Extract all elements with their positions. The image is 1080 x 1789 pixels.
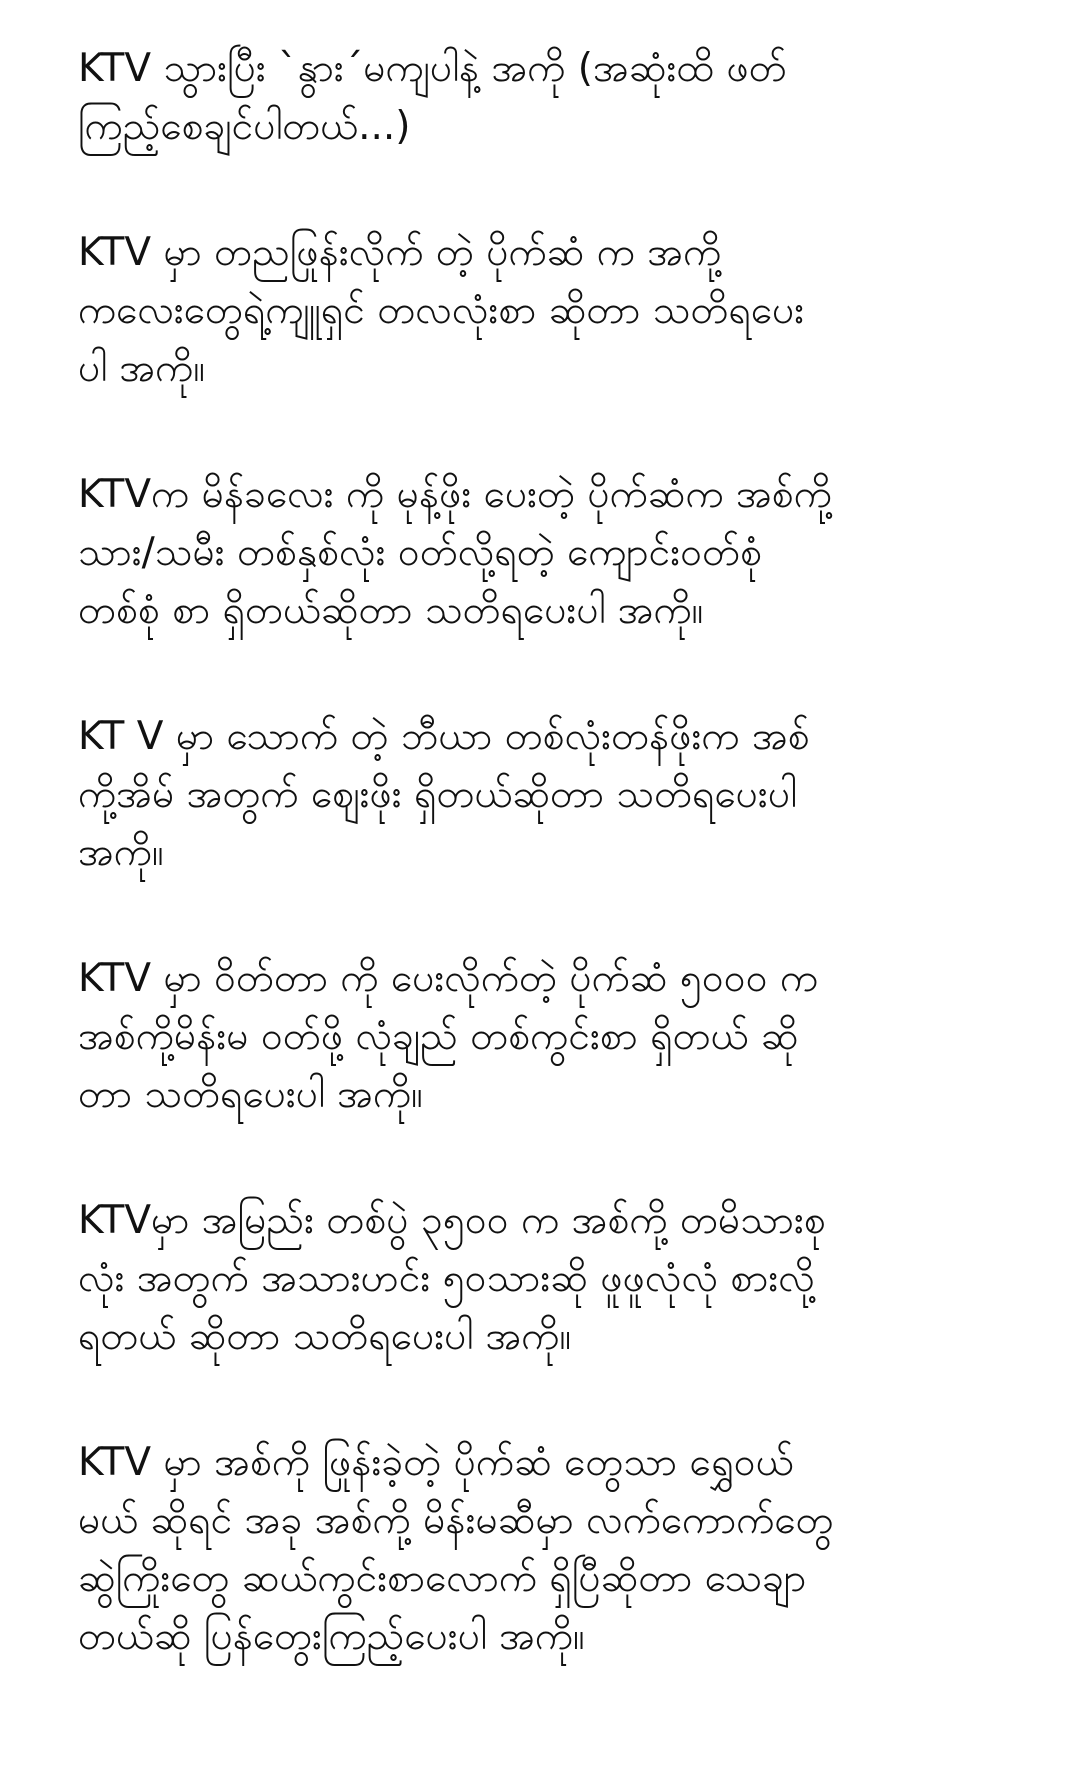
text-line: KTV မှာ တညဖြုန်းလိုက် တဲ့ ပိုက်ဆံ က အကို့	[78, 230, 722, 275]
paragraph-gold	[78, 1434, 1028, 1666]
post-body	[78, 40, 1028, 1734]
text-line: တာ သတိရပေးပါ အကို။	[78, 1072, 423, 1117]
text-line: KTVမှာ အမြည်း တစ်ပွဲ ၃၅၀၀ က အစ်ကို့ တမိသားစု	[78, 1198, 826, 1243]
text-line: KT V မှာ သောက် တဲ့ ဘီယာ တစ်လုံးတန်ဖိုးက အစ်	[78, 714, 810, 759]
paragraph-tuition	[78, 224, 1028, 398]
text-line: ကလေးတွေရဲ့ကျူရှင် တလလုံးစာ ဆိုတာ သတိရပေး	[78, 288, 805, 333]
text-line: KTVက မိန်ခလေး ကို မုန့်ဖိုး ပေးတဲ့ ပိုက်ဆံက အစ်ကို့	[78, 472, 832, 517]
text-line: လုံး အတွက် အသားဟင်း ၅၀သားဆို ဖူဖူလုံလုံ စားလို့	[78, 1256, 815, 1301]
text-line: သား/သမီး တစ်နှစ်လုံး ဝတ်လို့ရတဲ့ ကျောင်းဝတ်စုံ	[78, 530, 763, 575]
text-line: ဆွဲကြိုးတွေ ဆယ်ကွင်းစာလောက် ရှိပြီဆိုတာ သေချာ	[78, 1556, 807, 1601]
paragraph-uniform	[78, 466, 1028, 640]
paragraph-waiter-tip	[78, 950, 1028, 1124]
text-line: KTV မှာ အစ်ကို ဖြုန်းခဲ့တဲ့ ပိုက်ဆံ တွေသာ ရွှေဝယ်	[78, 1440, 794, 1485]
text-line: မယ် ဆိုရင် အခု အစ်ကို့ မိန်းမဆီမှာ လက်ကောက်တွေ	[78, 1498, 834, 1543]
text-line: KTV သွားပြီး `နွား´မကျပါနဲ့ အကို (အဆုံးထိ ဖတ်	[78, 46, 787, 91]
text-line: ရတယ် ဆိုတာ သတိရပေးပါ အကို။	[78, 1314, 572, 1359]
text-line: ကို့အိမ် အတွက် ဈေးဖိုး ရှိတယ်ဆိုတာ သတိရပေးပါ	[78, 772, 797, 817]
text-line: တယ်ဆို ပြန်တွေးကြည့်ပေးပါ အကို။	[78, 1614, 585, 1659]
text-line: ကြည့်စေချင်ပါတယ်...)	[78, 104, 411, 149]
text-line: တစ်စုံ စာ ရှိတယ်ဆိုတာ သတိရပေးပါ အကို။	[78, 588, 704, 633]
text-line: KTV မှာ ဝိတ်တာ ကို ပေးလိုက်တဲ့ ပိုက်ဆံ ၅၀၀၀ က	[78, 956, 819, 1001]
paragraph-beer	[78, 708, 1028, 882]
paragraph-intro	[78, 40, 1028, 156]
text-line: အစ်ကို့မိန်းမ ဝတ်ဖို့ လုံချည် တစ်ကွင်းစာ ရှိတယ် ဆို	[78, 1014, 799, 1059]
paragraph-snack	[78, 1192, 1028, 1366]
text-line: ပါ အကို။	[78, 346, 206, 391]
text-line: အကို။	[78, 830, 164, 875]
